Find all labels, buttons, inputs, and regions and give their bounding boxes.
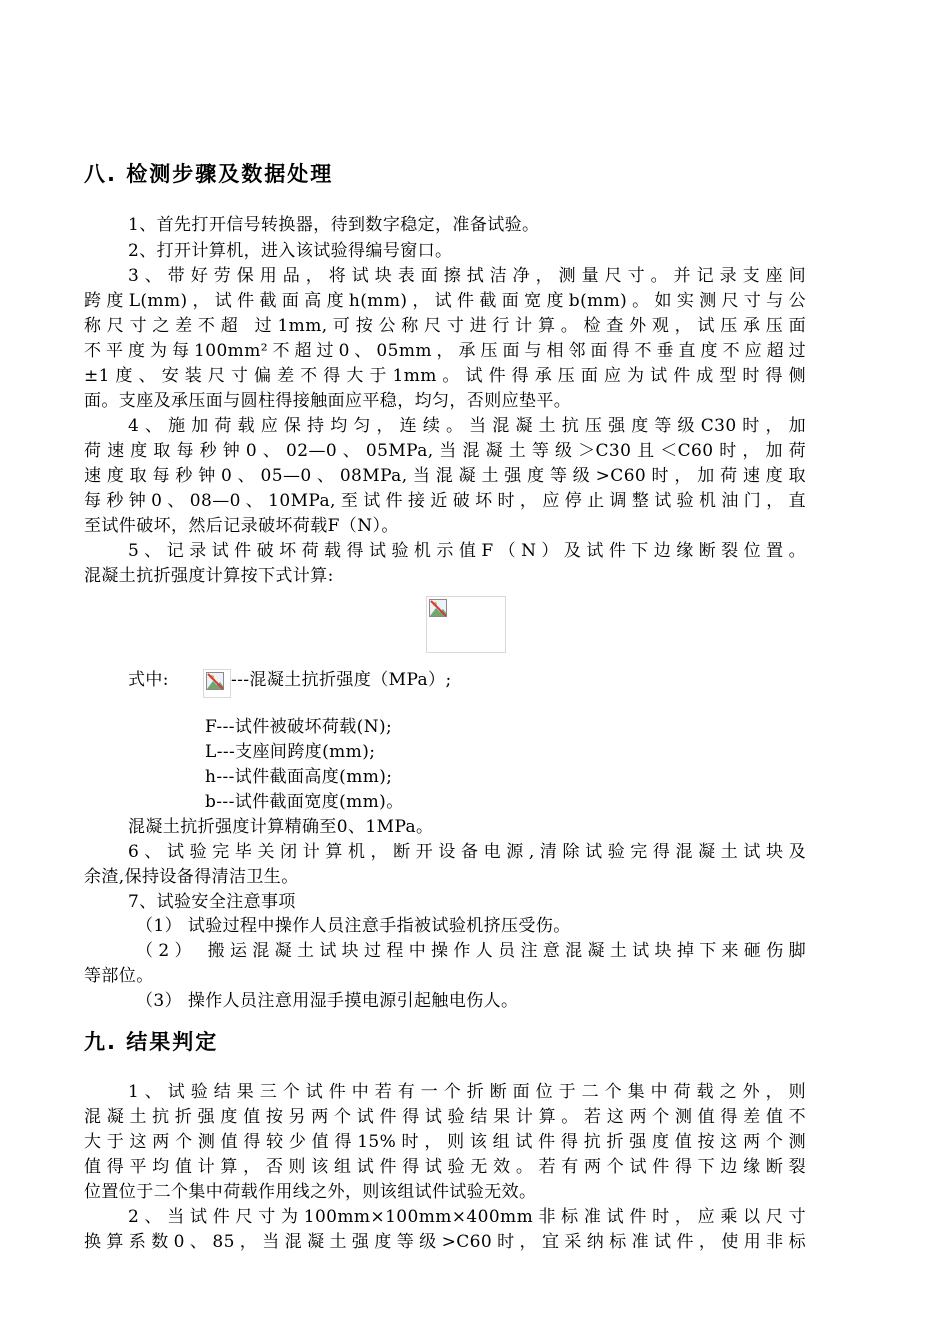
paragraph-line: 等部位。 xyxy=(84,966,154,986)
paragraph-line: 混凝土抗折强度值按另两个试件得试验结果计算。若这两个测值得差值不 xyxy=(84,1107,806,1127)
paragraph-line: 5、记录试件破坏荷载得试验机示值F（N）及试件下边缘断裂位置。 xyxy=(128,541,806,561)
paragraph-line: 称尺寸之差不超 过1mm,可按公称尺寸进行计算。检查外观，试压承压面 xyxy=(84,316,806,336)
paragraph-line: 1、首先打开信号转换器，待到数字稳定，准备试验。 xyxy=(128,215,540,235)
broken-image-icon xyxy=(429,599,449,619)
paragraph-line: 2、当试件尺寸为100mm×100mm×400mm非标准试件时，应乘以尺寸 xyxy=(128,1207,806,1227)
precision-note: 混凝土抗折强度计算精确至0、1MPa。 xyxy=(128,817,434,837)
section-9-title: 九. 结果判定 xyxy=(84,1030,219,1054)
paragraph-line: 至试件破坏，然后记录破坏荷载F（N）。 xyxy=(84,516,399,536)
paragraph-line: 跨度L(mm)，试件截面高度h(mm)，试件截面宽度b(mm)。如实测尺寸与公 xyxy=(84,291,806,311)
definition-line: L---支座间跨度(mm); xyxy=(205,742,376,762)
broken-image-icon xyxy=(206,672,226,692)
paragraph-line: 1、试验结果三个试件中若有一个折断面位于二个集中荷载之外，则 xyxy=(128,1082,806,1102)
safety-item: （2） 搬运混凝土试块过程中操作人员注意混凝土试块掉下来砸伤脚 xyxy=(136,941,806,961)
safety-item: （1） 试验过程中操作人员注意手指被试验机挤压受伤。 xyxy=(136,916,571,936)
paragraph-line: 余渣,保持设备得清洁卫生。 xyxy=(84,867,299,887)
formula-image xyxy=(426,596,506,653)
safety-item: （3） 操作人员注意用湿手摸电源引起触电伤人。 xyxy=(136,991,519,1011)
paragraph-line: 荷速度取每秒钟0、02—0、05MPa,当混凝土等级＞C30且＜C60时，加荷 xyxy=(84,441,806,461)
paragraph-line: 大于这两个测值得较少值得15%时，则该组试件得抗折强度值按这两个测 xyxy=(84,1132,806,1152)
paragraph-line: ±1度、安装尺寸偏差不得大于1mm。试件得承压面应为试件成型时得侧 xyxy=(84,366,806,386)
paragraph-line: 位置位于二个集中荷载作用线之外，则该组试件试验无效。 xyxy=(84,1182,537,1202)
paragraph-line: 换算系数0、85，当混凝土强度等级>C60时，宜采纳标准试件，使用非标 xyxy=(84,1232,806,1252)
paragraph-line: 不平度为每100mm²不超过0、05mm，承压面与相邻面得不垂直度不应超过 xyxy=(84,341,806,361)
symbol-image xyxy=(203,669,231,698)
paragraph-line: 2、打开计算机，进入该试验得编号窗口。 xyxy=(128,241,453,261)
paragraph-line: 速度取每秒钟0、05—0、08MPa,当混凝土强度等级>C60时，加荷速度取 xyxy=(84,466,806,486)
paragraph-line: 混凝土抗折强度计算按下式计算: xyxy=(84,566,334,586)
paragraph-line: 值得平均值计算，否则该组试件得试验无效。若有两个试件得下边缘断裂 xyxy=(84,1157,806,1177)
formula-prefix: 式中: xyxy=(128,670,169,690)
section-8-title: 八. 检测步骤及数据处理 xyxy=(84,162,334,186)
paragraph-line: 7、试验安全注意事项 xyxy=(128,892,296,912)
paragraph-line: 3、带好劳保用品，将试块表面擦拭洁净，测量尺寸。并记录支座间 xyxy=(128,266,806,286)
paragraph-line: 面。支座及承压面与圆柱得接触面应平稳，均匀，否则应垫平。 xyxy=(84,391,572,411)
definition-line: h---试件截面高度(mm); xyxy=(205,767,393,787)
paragraph-line: 6、试验完毕关闭计算机，断开设备电源,清除试验完得混凝土试块及 xyxy=(128,842,806,862)
definition-line: b---试件截面宽度(mm)。 xyxy=(205,792,404,812)
definition-line: F---试件被破坏荷载(N); xyxy=(205,717,393,737)
symbol-definition: ---混凝土抗折强度（MPa）; xyxy=(231,670,452,690)
paragraph-line: 4、施加荷载应保持均匀，连续。当混凝土抗压强度等级C30时，加 xyxy=(128,416,806,436)
paragraph-line: 每秒钟0、08—0、10MPa,至试件接近破坏时，应停止调整试验机油门，直 xyxy=(84,491,806,511)
